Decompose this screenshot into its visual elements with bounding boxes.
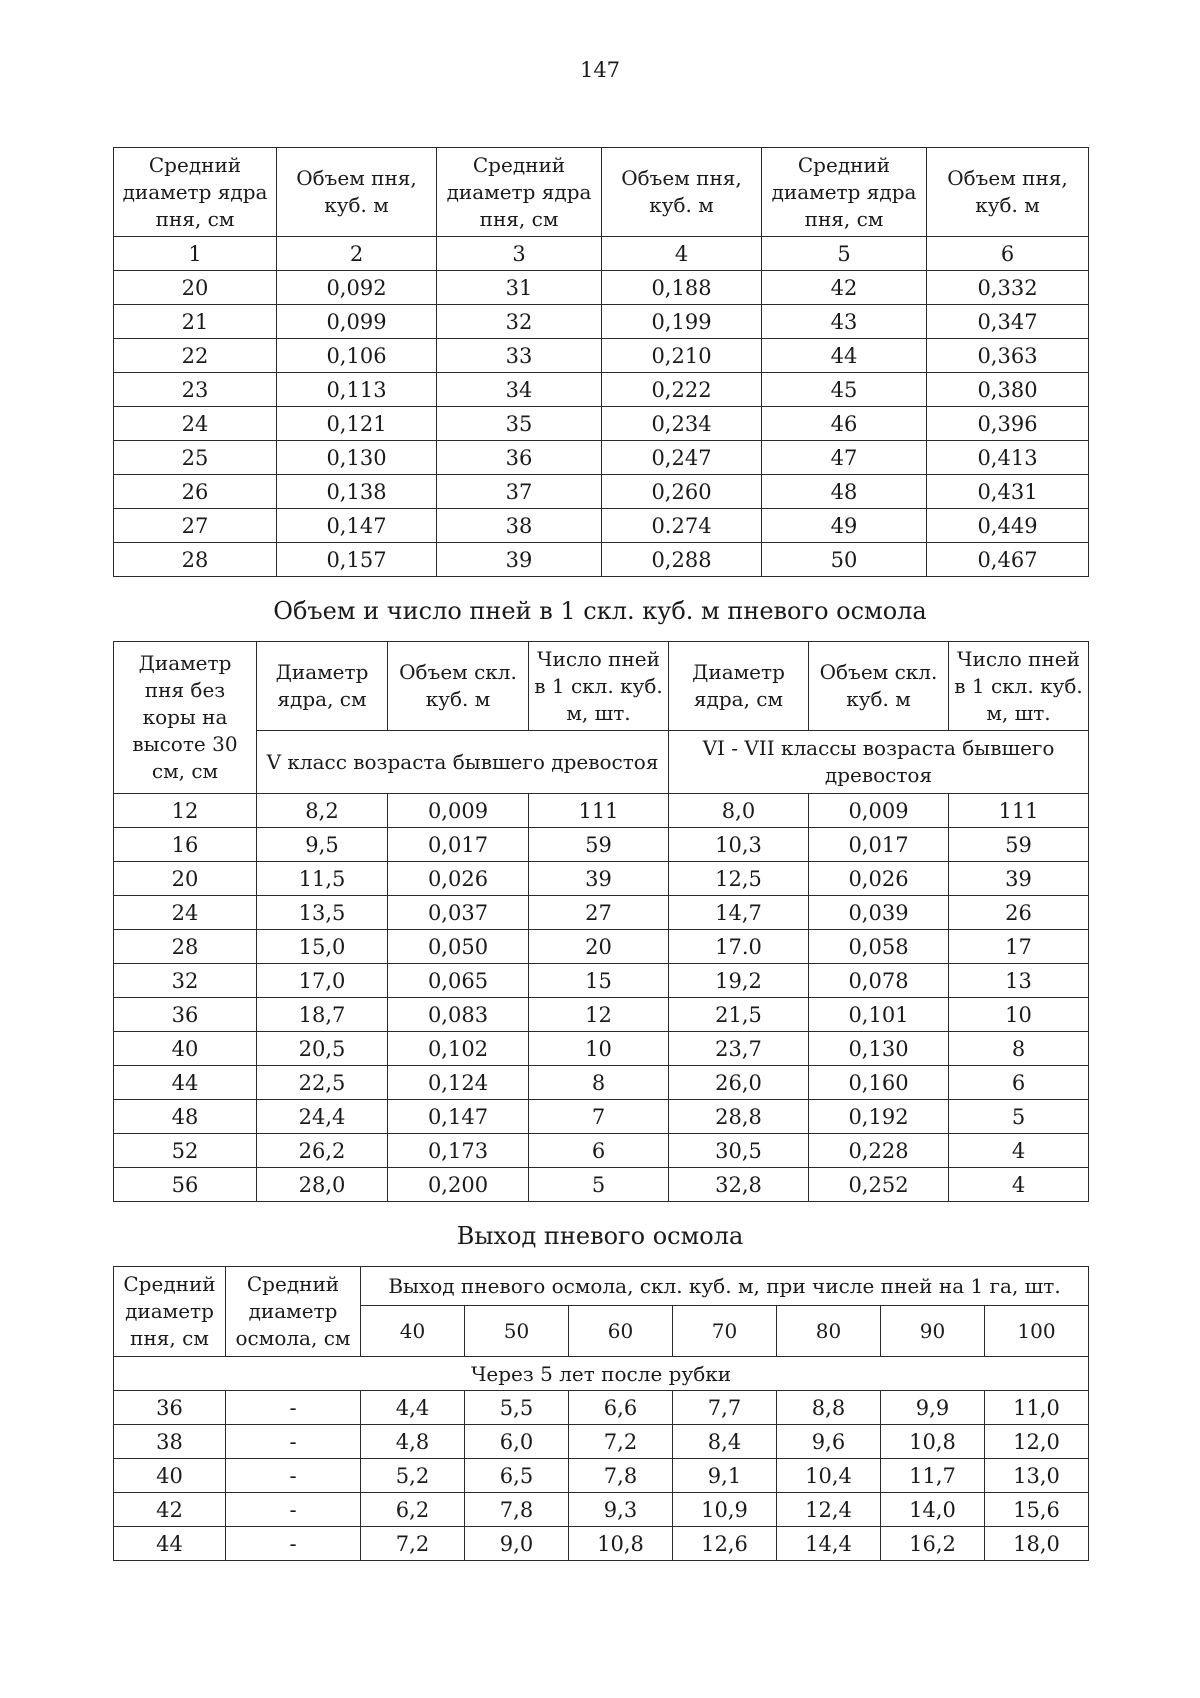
table-cell: 0,050 [388, 930, 529, 964]
table-cell: 6,2 [361, 1493, 465, 1527]
table-cell: 0,017 [809, 828, 949, 862]
stump-count-header: 100 [985, 1306, 1089, 1357]
table-cell: 0,092 [277, 271, 437, 305]
table-cell: 13,0 [985, 1459, 1089, 1493]
table-cell: 0,121 [277, 407, 437, 441]
table-cell: 36 [114, 1391, 226, 1425]
table-cell: 59 [529, 828, 669, 862]
table-cell: 17.0 [669, 930, 809, 964]
table-row [114, 964, 1089, 998]
table-row [114, 543, 1089, 577]
table-cell: 17 [949, 930, 1089, 964]
table-cell: 8,8 [777, 1391, 881, 1425]
table-cell: 10 [949, 998, 1089, 1032]
table-row [114, 305, 1089, 339]
table-cell: 9,6 [777, 1425, 881, 1459]
table-cell: 21 [114, 305, 277, 339]
table-cell: 15,6 [985, 1493, 1089, 1527]
table-cell: 36 [437, 441, 602, 475]
stump-count-table [113, 641, 1089, 1202]
table-cell: 0,200 [388, 1168, 529, 1202]
table-cell: 59 [949, 828, 1089, 862]
table-cell: 13,5 [257, 896, 388, 930]
table-cell: 25 [114, 441, 277, 475]
table-cell: 48 [114, 1100, 257, 1134]
table-cell: 39 [437, 543, 602, 577]
table-header-row [114, 642, 1089, 731]
table-cell: 20,5 [257, 1032, 388, 1066]
table-cell: 0,037 [388, 896, 529, 930]
table-cell: 16,2 [881, 1527, 985, 1561]
table-cell: 6,6 [569, 1391, 673, 1425]
table-cell: 0,147 [388, 1100, 529, 1134]
table-cell: 0,039 [809, 896, 949, 930]
table-cell: 38 [437, 509, 602, 543]
section-row [114, 1357, 1089, 1391]
table-cell: 35 [437, 407, 602, 441]
table-cell: 4 [949, 1134, 1089, 1168]
table-cell: 0,157 [277, 543, 437, 577]
table-cell: 4 [602, 237, 762, 271]
table-cell: 32 [114, 964, 257, 998]
column-header: Число пней в 1 скл. куб. м, шт. [949, 642, 1089, 731]
table-cell: 7,8 [465, 1493, 569, 1527]
table-cell: 24 [114, 407, 277, 441]
table-row [114, 1032, 1089, 1066]
table-cell: 11,0 [985, 1391, 1089, 1425]
stump-count-header: 50 [465, 1306, 569, 1357]
table-cell: 23,7 [669, 1032, 809, 1066]
table-cell: 7 [529, 1100, 669, 1134]
table-cell: 27 [114, 509, 277, 543]
table-cell: 2 [277, 237, 437, 271]
table-cell: 6 [529, 1134, 669, 1168]
table-cell: 21,5 [669, 998, 809, 1032]
table-row [114, 1066, 1089, 1100]
table-cell: 22 [114, 339, 277, 373]
table-row [114, 1168, 1089, 1202]
table-cell: 10,8 [881, 1425, 985, 1459]
table-cell: 26 [949, 896, 1089, 930]
table-cell: 0,288 [602, 543, 762, 577]
table-cell: 0,113 [277, 373, 437, 407]
table-cell: 52 [114, 1134, 257, 1168]
column-header: Объем пня, куб. м [277, 148, 437, 237]
group-header-yield: Выход пневого осмола, скл. куб. м, при числе пней на 1 га, шт. [361, 1267, 1089, 1306]
table-row [114, 407, 1089, 441]
table-cell: 31 [437, 271, 602, 305]
table-row [114, 930, 1089, 964]
table-group-header-row [114, 731, 1089, 794]
table-cell: 0,332 [927, 271, 1089, 305]
table-cell: 0,138 [277, 475, 437, 509]
table-cell: 0,009 [388, 794, 529, 828]
table-cell: - [226, 1459, 361, 1493]
table-cell: 44 [114, 1066, 257, 1100]
table-cell: 5 [529, 1168, 669, 1202]
table-cell: 28 [114, 930, 257, 964]
table-cell: 56 [114, 1168, 257, 1202]
table-cell: 27 [529, 896, 669, 930]
table-row [114, 237, 1089, 271]
table-cell: 48 [762, 475, 927, 509]
table-cell: 42 [114, 1493, 226, 1527]
table-cell: 33 [437, 339, 602, 373]
table-cell: 10,4 [777, 1459, 881, 1493]
table-cell: 11,7 [881, 1459, 985, 1493]
table-header-row [114, 148, 1089, 237]
table-cell: 49 [762, 509, 927, 543]
table-cell: 10,3 [669, 828, 809, 862]
table-cell: 8 [529, 1066, 669, 1100]
table-cell: 7,7 [673, 1391, 777, 1425]
table-cell: 0,101 [809, 998, 949, 1032]
table-cell: 22,5 [257, 1066, 388, 1100]
table-cell: 0,192 [809, 1100, 949, 1134]
table-cell: - [226, 1527, 361, 1561]
table-cell: 7,8 [569, 1459, 673, 1493]
column-header: Средний диаметр ядра пня, см [437, 148, 602, 237]
table-cell: 12 [529, 998, 669, 1032]
column-header: Средний диаметр осмола, см [226, 1267, 361, 1357]
table-cell: 6 [927, 237, 1089, 271]
table-cell: 6,5 [465, 1459, 569, 1493]
table-cell: 8,4 [673, 1425, 777, 1459]
table-cell: 18,7 [257, 998, 388, 1032]
table-cell: 5,2 [361, 1459, 465, 1493]
table-cell: 40 [114, 1459, 226, 1493]
table-cell: 0,210 [602, 339, 762, 373]
table-cell: 0,173 [388, 1134, 529, 1168]
table-row [114, 441, 1089, 475]
table-cell: 45 [762, 373, 927, 407]
table-cell: 0.274 [602, 509, 762, 543]
table-cell: 4,8 [361, 1425, 465, 1459]
table-cell: 0,247 [602, 441, 762, 475]
table-cell: 20 [529, 930, 669, 964]
table-row [114, 1391, 1089, 1425]
table-cell: 9,9 [881, 1391, 985, 1425]
table-cell: 0,396 [927, 407, 1089, 441]
table-cell: 0,017 [388, 828, 529, 862]
table-row [114, 1493, 1089, 1527]
table-cell: 3 [437, 237, 602, 271]
table-cell: 0,026 [809, 862, 949, 896]
table-cell: 0,058 [809, 930, 949, 964]
table-cell: 0,099 [277, 305, 437, 339]
table-cell: 24 [114, 896, 257, 930]
table-cell: 15,0 [257, 930, 388, 964]
table-cell: 17,0 [257, 964, 388, 998]
table-cell: 10,8 [569, 1527, 673, 1561]
table-row [114, 794, 1089, 828]
table-cell: 0,380 [927, 373, 1089, 407]
table-cell: 36 [114, 998, 257, 1032]
table-cell: 7,2 [361, 1527, 465, 1561]
table2-title: Объем и число пней в 1 скл. куб. м пневого осмола [273, 597, 927, 625]
table-cell: - [226, 1493, 361, 1527]
table-cell: 44 [762, 339, 927, 373]
table-row [114, 475, 1089, 509]
table-row [114, 509, 1089, 543]
table-cell: 46 [762, 407, 927, 441]
table-cell: 4 [949, 1168, 1089, 1202]
table-cell: 4,4 [361, 1391, 465, 1425]
table-cell: 32 [437, 305, 602, 339]
column-header: Объем скл. куб. м [388, 642, 529, 731]
table-cell: 10,9 [673, 1493, 777, 1527]
table-cell: 0,363 [927, 339, 1089, 373]
table-cell: 111 [529, 794, 669, 828]
table-cell: 111 [949, 794, 1089, 828]
table-cell: 34 [437, 373, 602, 407]
table-row [114, 1425, 1089, 1459]
table-cell: 14,7 [669, 896, 809, 930]
table-cell: 11,5 [257, 862, 388, 896]
table-cell: - [226, 1391, 361, 1425]
column-header: Объем пня, куб. м [927, 148, 1089, 237]
table-cell: 28 [114, 543, 277, 577]
table-cell: 47 [762, 441, 927, 475]
table-cell: 0,130 [277, 441, 437, 475]
table-cell: 0,106 [277, 339, 437, 373]
column-header: Объем скл. куб. м [809, 642, 949, 731]
table-header-row [114, 1267, 1089, 1306]
table-cell: 0,252 [809, 1168, 949, 1202]
table-cell: 50 [762, 543, 927, 577]
table-cell: 0,130 [809, 1032, 949, 1066]
group-header-v-class: V класс возраста бывшего древостоя [257, 731, 669, 794]
table-cell: - [226, 1425, 361, 1459]
table-cell: 0,009 [809, 794, 949, 828]
row-header: Диаметр пня без коры на высоте 30 см, см [114, 642, 257, 794]
stump-count-header: 60 [569, 1306, 673, 1357]
table-cell: 39 [949, 862, 1089, 896]
table-cell: 5,5 [465, 1391, 569, 1425]
column-header: Средний диаметр пня, см [114, 1267, 226, 1357]
table-row [114, 896, 1089, 930]
table-cell: 5 [762, 237, 927, 271]
table-row [114, 998, 1089, 1032]
table-cell: 12 [114, 794, 257, 828]
stump-count-header: 90 [881, 1306, 985, 1357]
table-cell: 0,260 [602, 475, 762, 509]
table-cell: 0,102 [388, 1032, 529, 1066]
table-cell: 12,0 [985, 1425, 1089, 1459]
table-cell: 0,065 [388, 964, 529, 998]
stump-count-header: 70 [673, 1306, 777, 1357]
table-cell: 9,3 [569, 1493, 673, 1527]
resin-yield-table [113, 1266, 1089, 1561]
table-cell: 1 [114, 237, 277, 271]
table-cell: 10 [529, 1032, 669, 1066]
table-cell: 9,0 [465, 1527, 569, 1561]
stump-count-header: 40 [361, 1306, 465, 1357]
table-cell: 6,0 [465, 1425, 569, 1459]
column-header: Диаметр ядра, см [257, 642, 388, 731]
table-row [114, 271, 1089, 305]
table-cell: 26,0 [669, 1066, 809, 1100]
table-cell: 0,467 [927, 543, 1089, 577]
table-cell: 44 [114, 1527, 226, 1561]
table-cell: 20 [114, 271, 277, 305]
table-cell: 12,5 [669, 862, 809, 896]
table-cell: 26 [114, 475, 277, 509]
table-cell: 30,5 [669, 1134, 809, 1168]
table-cell: 16 [114, 828, 257, 862]
stump-volume-table [113, 147, 1089, 577]
table-cell: 32,8 [669, 1168, 809, 1202]
column-header: Средний диаметр ядра пня, см [762, 148, 927, 237]
table-cell: 18,0 [985, 1527, 1089, 1561]
table-cell: 9,5 [257, 828, 388, 862]
table3-title: Выход пневого осмола [456, 1222, 744, 1250]
stump-count-header: 80 [777, 1306, 881, 1357]
table-cell: 8 [949, 1032, 1089, 1066]
table-cell: 0,347 [927, 305, 1089, 339]
table-cell: 12,4 [777, 1493, 881, 1527]
table-cell: 28,8 [669, 1100, 809, 1134]
table-cell: 13 [949, 964, 1089, 998]
table-cell: 40 [114, 1032, 257, 1066]
table-cell: 26,2 [257, 1134, 388, 1168]
table-cell: 5 [949, 1100, 1089, 1134]
table-cell: 38 [114, 1425, 226, 1459]
table-cell: 0,228 [809, 1134, 949, 1168]
table-cell: 0,026 [388, 862, 529, 896]
table-cell: 42 [762, 271, 927, 305]
column-header: Средний диаметр ядра пня, см [114, 148, 277, 237]
table-cell: 14,4 [777, 1527, 881, 1561]
table-cell: 0,078 [809, 964, 949, 998]
column-header: Объем пня, куб. м [602, 148, 762, 237]
table-cell: 0,188 [602, 271, 762, 305]
table-cell: 28,0 [257, 1168, 388, 1202]
table-cell: 8,0 [669, 794, 809, 828]
table-row [114, 1527, 1089, 1561]
table-cell: 0,124 [388, 1066, 529, 1100]
table-cell: 7,2 [569, 1425, 673, 1459]
table-cell: 43 [762, 305, 927, 339]
table-cell: 0,147 [277, 509, 437, 543]
table-cell: 39 [529, 862, 669, 896]
table-row [114, 339, 1089, 373]
table-cell: 20 [114, 862, 257, 896]
table-cell: 0,199 [602, 305, 762, 339]
table-row [114, 862, 1089, 896]
table-cell: 0,413 [927, 441, 1089, 475]
table-cell: 0,083 [388, 998, 529, 1032]
table-cell: 9,1 [673, 1459, 777, 1493]
column-header: Число пней в 1 скл. куб. м, шт. [529, 642, 669, 731]
table-cell: 37 [437, 475, 602, 509]
table-cell: 19,2 [669, 964, 809, 998]
table-row [114, 828, 1089, 862]
table-cell: 12,6 [673, 1527, 777, 1561]
table-cell: 0,160 [809, 1066, 949, 1100]
table-cell: 24,4 [257, 1100, 388, 1134]
table-row [114, 1459, 1089, 1493]
section-label: Через 5 лет после рубки [114, 1357, 1089, 1391]
table-cell: 8,2 [257, 794, 388, 828]
table-cell: 23 [114, 373, 277, 407]
table-row [114, 1100, 1089, 1134]
table-cell: 0,234 [602, 407, 762, 441]
table-row [114, 1134, 1089, 1168]
page-number: 147 [579, 58, 621, 82]
table-cell: 6 [949, 1066, 1089, 1100]
table-row [114, 373, 1089, 407]
table-cell: 14,0 [881, 1493, 985, 1527]
table-cell: 15 [529, 964, 669, 998]
group-header-vi-vii-class: VI - VII классы возраста бывшего древостоя [669, 731, 1089, 794]
table-cell: 0,431 [927, 475, 1089, 509]
table-cell: 0,222 [602, 373, 762, 407]
column-header: Диаметр ядра, см [669, 642, 809, 731]
table-cell: 0,449 [927, 509, 1089, 543]
